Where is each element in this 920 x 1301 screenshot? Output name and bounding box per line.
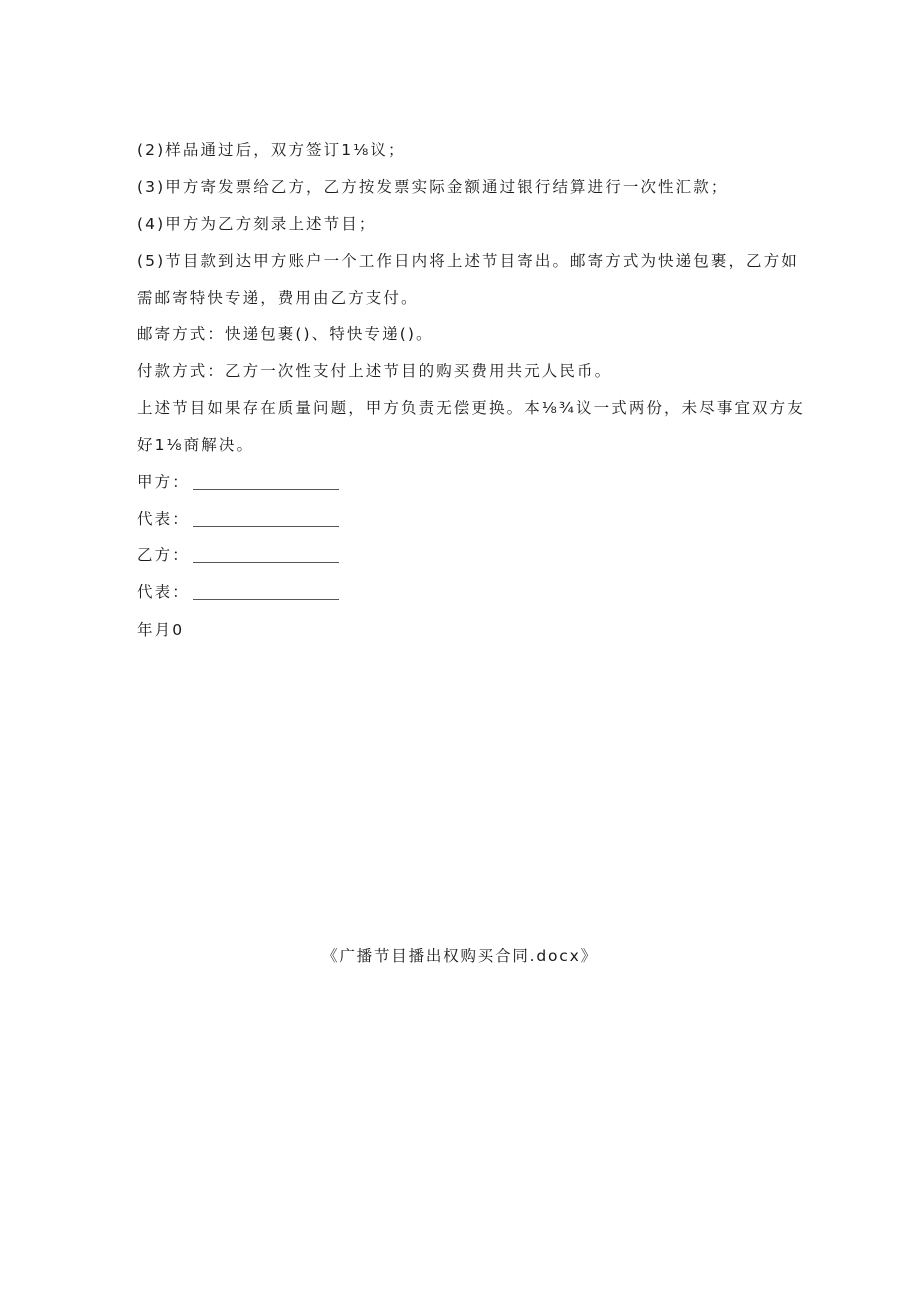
clause-4: (4)甲方为乙方刻录上述节目； <box>137 215 377 233</box>
signature-blank-line <box>193 488 339 490</box>
document-file-title: 《广播节目播出权购买合同.docx》 <box>322 947 598 965</box>
signature-blank-line <box>193 525 339 527</box>
clause-2: (2)样品通过后，双方签订1⅛议； <box>137 141 406 159</box>
payment-method: 付款方式：乙方一次性支付上述节目的购买费用共元人民币。 <box>137 362 613 380</box>
signature-representative-b <box>137 580 339 602</box>
signature-label: 甲方： <box>137 473 190 491</box>
shipping-method: 邮寄方式：快递包裹()、特快专递()。 <box>137 325 434 343</box>
signature-label: 乙方： <box>137 546 190 564</box>
signature-party-b <box>137 543 339 565</box>
signature-label: 代表： <box>137 583 190 601</box>
clause-3: (3)甲方寄发票给乙方，乙方按发票实际金额通过银行结算进行一次性汇款； <box>137 178 729 196</box>
signature-representative-a <box>137 507 339 529</box>
date-line: 年月0 <box>137 621 185 639</box>
quality-clause-line-1: 上述节目如果存在质量问题，甲方负责无偿更换。本⅛¾议一式两份，未尽事宜双方友 <box>137 399 805 417</box>
quality-clause-line-2: 好1⅛商解决。 <box>137 436 255 454</box>
clause-5-line-1: (5)节目款到达甲方账户一个工作日内将上述节目寄出。邮寄方式为快递包裹，乙方如 <box>137 252 799 270</box>
signature-label: 代表： <box>137 510 190 528</box>
signature-blank-line <box>193 561 339 563</box>
signature-blank-line <box>193 598 339 600</box>
clause-5-line-2: 需邮寄特快专递，费用由乙方支付。 <box>137 289 419 307</box>
signature-party-a <box>137 470 339 492</box>
